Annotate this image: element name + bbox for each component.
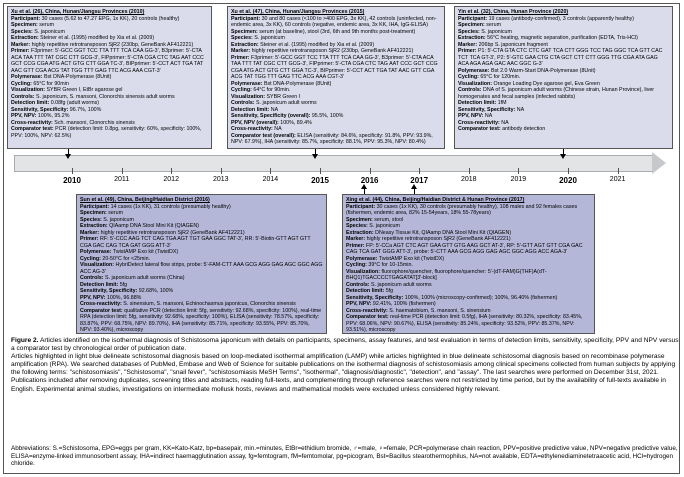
study-field [346,269,591,282]
field-label: Sensitivity, Specificity: [458,106,516,113]
field-value: NA [272,126,282,132]
field-value: S. japonicum [32,28,65,35]
study-box-yin-2020 [454,6,673,149]
timeline-axis [14,152,669,174]
field-label: Comparator test: [11,126,54,132]
field-label: Specimen: [231,28,258,35]
field-label: Visualization: [346,268,381,275]
field-label: Extraction: [346,229,374,236]
field-label: Marker: [231,48,251,54]
field-label: Controls: [11,93,35,100]
timeline-year-2015: 2015 [311,176,329,185]
field-value: serum, stool [372,216,404,223]
field-value: 100%, 100% (microscopy-confirmed); 100%, 96.40% (fishermen) [403,294,558,301]
field-value: fluorophore/quencher, fluorophore/quencher: 5'-(dT-FAM)G(THF)A(dT-BHQ1)TGACCCCTGAGATAT[3'-block] [346,268,547,281]
field-value: 100%, 95.2% [36,113,70,119]
timeline-year-2014: 2014 [262,176,279,183]
field-label: Cycling: [11,80,32,87]
field-value: 19 cases (antibody-confirmed), 3 controls (apparently healthy) [487,15,635,22]
study-field [346,204,591,217]
field-label: Species: [11,28,33,35]
field-value: NA [499,119,509,126]
field-value: 92.41%, 100% (fishermen) [371,301,436,307]
field-value: S. haematobium, S. mansoni, S. sinensium [387,307,491,314]
study-field [346,314,591,334]
field-label: Participant: [458,15,488,22]
study-field [231,133,441,146]
field-label: Comparator test: [458,126,501,132]
field-value: Bst 2.0 Warm-Start DNA-Polymerase (8Unit) [489,67,596,74]
field-label: Sensitivity, Specificity: [346,294,404,301]
study-field [231,16,441,29]
field-label: PPV, NPV: [458,113,484,119]
field-value: Sch. mansoni, Clonorchis sinensis [52,119,135,126]
field-label: Sensitivity, Specificity (overall): [231,113,311,119]
timeline-year-2012: 2012 [163,176,179,183]
field-label: Polymerase: [346,255,378,262]
field-value: 5fg [118,281,128,288]
field-label: Primer: [231,54,250,61]
field-label: Comparator test: [80,307,123,314]
field-value: highly repetitive retrotransposon SjR2 (GeneBank AF412221) [365,236,511,242]
field-label: Primer: [458,48,477,54]
field-label: Visualization: [80,262,115,268]
field-value: 95.5%, 100% [310,113,344,119]
field-label: Detection limit: [80,281,119,288]
field-value: Orange Loading Dye agarose gel, Eva Green [492,80,600,87]
caption-label: Figure 2. [11,337,39,344]
field-value: P1: 5'-CTA GTA CTC CTC GAT TCA CTT GGG TCC TAG GGC TCA GTT CAC TCT TCA GT-3', P2: 5'-GTC GAA CTG CTA GCT CTT CTT GGG TTG CGA ATA GAG ACA AGA AGA GAC AAC GGC G-3' [458,48,663,67]
arrow-head-xu-2010 [65,154,71,159]
field-label: Controls: [80,275,104,281]
field-value: HybriDetect lateral flow strips, probe: 5'-FAM-CTT AAA GCG AGG GAG AGC GGC AGG ACC AG-3' [80,262,323,275]
study-heading: Yin et al. (32), China, Hunan Province (2020) [458,9,569,15]
field-label: Controls: [458,87,482,93]
timeline-year-2016: 2016 [360,176,379,185]
field-label: Participant: [231,15,261,22]
field-label: Polymerase: [11,74,43,80]
field-value: S. japonicum adult worms [254,100,317,106]
study-field [346,243,591,256]
field-value: FP: 5'-CCa AGT CTC AGT GAA GTT GTG AAG GCT AT-3', RP: 5'-GTT AGT GTT CGA GAC CAG TCA GAT GGG ATT-3', probe: 5'-CTT AAA GCG AGG GAG AGC GGC AGG ACC AGA-3' [346,242,583,255]
field-label: Marker: [346,236,366,242]
timeline-year-2019: 2019 [510,176,527,183]
field-label: Specimen: [458,22,485,28]
field-label: Specimen: [11,22,38,28]
field-value: serum (at baseline), stool (3rd, 6th and 9th months post-treatment) [257,28,416,35]
field-value: QIAamp DNA Stool Mini Kit (QIAGEN) [107,223,199,229]
field-value: S. japonicum [479,28,512,35]
field-value: 100%, 89.4% [278,119,312,126]
field-value: NA [269,106,279,113]
timeline-year-2013: 2013 [213,176,229,183]
timeline-tick [568,168,569,174]
study-field [458,126,669,133]
caption-abbreviations: Abbreviations: S.=Schistosoma, EPG=eggs per gram, KK=Kato-Katz, bp=basepair, min.=minutes, EtBr=ethidium bromide, ♂=male, ♀=female, PCR=polymerase chain reaction, PPV=positive predictive value, NPV=negative predictive value, ELISA=enzyme-linked immunosorbent assay, IHA=indirect haemagglutination assay, fg=femtogram, fM=femtomolar, pg=picogram, Bst=Bacillus stearothermophilus, NA=not available, EDTA=ethylenediaminetetraacetic acid, HCl=hydrogen chloride. [11,445,678,468]
field-label: Controls: [231,100,255,106]
field-value: 20-50°C for <25min. [100,255,150,262]
timeline-tick [171,168,172,174]
field-label: Participant: [346,203,376,210]
caption-title: Articles identified on the isothermal diagnosis of Schistosoma japonicum with details on participants, specimens, assay features, and test evaluation in terms of detection limits, sensitivity, specificity, PPV and NPV versus a comparator test by chronological order of publication date. [11,337,679,353]
study-field [80,308,323,334]
study-heading: Xu et al. (26), China, Hunan/Jiangsu Provinces (2010) [11,9,145,15]
study-field [458,87,669,100]
field-value: Bst DNA-Polymerase (8Unit) [42,74,112,80]
field-value: RF: 5'-CCC AAG TCT CAG TGA AGT TGT GAA GGC TAT-3', RR: 5'-Biotin-GTT AGT GTT CGA GAC CAG TCA GAT GGG ATT-3' [80,236,311,249]
study-box-xu-2015 [227,6,445,149]
field-label: Detection limit: [458,100,497,106]
study-box-xing-2017 [342,194,595,334]
field-label: Cycling: [346,262,367,268]
field-value: Bst DNA-Polymerase (8Unit) [262,80,332,87]
study-heading: Sun et al. (49), China, Beijing/Haidian District (2016) [80,197,210,203]
field-value: 64°C for 90min. [251,87,291,93]
field-label: Cycling: [80,255,101,262]
field-label: Detection limit: [346,288,385,294]
field-value: 39°C for 10-15min. [366,262,413,268]
field-label: Primer: [80,236,99,242]
figure-panel [3,3,680,474]
field-value: S. japonicum adult worms (China) [103,275,185,281]
study-field [458,48,669,68]
study-box-xu-2010 [7,6,212,149]
field-value: F3primer: 5'-GCC GGT TCC TTA TTT TCA CAA GG-3', B3primer: 5'-CTA ACA TAA TTT TAT CGC CTT GCG-3', FIPprimer: 5'-CTA CGA CTC TAG AAT CCC GCT CCG CGA ATG ACT GTG CTT GGA TC-3', BIPprimer: 5'-CCT ACT TGA TAT AAC GTT CGA ACG TAT TGG TTT GAG TTC ACG AAA CGT-3' [11,48,204,74]
field-label: Comparator test (overall): [231,132,296,139]
field-value: 65°C for 120min. [478,74,521,80]
field-label: PPV, NPV: [11,113,37,119]
arrow-head-xing-2017 [411,184,417,189]
field-label: Cycling: [231,87,252,93]
timeline-tick [419,168,420,174]
field-label: Cross-reactivity: [80,301,122,307]
figure-caption [11,337,679,394]
timeline-year-2017: 2017 [410,176,429,185]
field-label: Extraction: [231,41,259,48]
field-value: SYBR Green I [265,93,301,100]
field-label: Extraction: [80,223,108,229]
field-value: TwistAMP Exo kit (TwistDX) [377,255,445,262]
field-value: 100%, 96.88% [105,294,142,301]
field-value: serum [106,210,123,216]
field-value: serum [37,22,54,28]
field-label: Polymerase: [231,80,263,87]
field-value: S. japonicum, S. mansoni, Clonorchis sinensis adult worms [34,93,175,100]
field-value: Steiner et al. (1995) modified by Xia et al. (2009) [38,35,155,41]
field-value: S. japonicum [367,223,400,229]
field-label: Polymerase: [458,67,490,74]
field-value: qualitative PCR (detection limit: 5fg, sensitivity: 92.68%, specificity: 100%), real-time RPA (detection limit: 5fg, sensitivity: 92.68%, specificity: 100%), ELISA (sensitivity: 78.57%, specificity: 83.87%, PPV: 68.75%, NPV: 89.70%), IHA (sensitivity: 85.71%, specificity: 93.55%, PPV: 85.70%, NPV: 93.40%), microscopy [80,307,322,333]
field-label: Marker: [11,41,31,48]
field-label: Marker: [458,41,478,48]
field-value: DNeasy Tissue Kit, QIAamp DNA Stool Mini Kit (QIAGEN) [373,229,512,236]
field-value: real-time PCR (detection limit: 0.5fg), IHA (sensitivity: 80.32%, specificity: 83.45%, PPV: 68.06%, NPV: 90.67%), ELISA (sensitivity: 85.24%, specificity: 93.52%, PPV: 85.37%, NPV: 93.51%), microscopy [346,314,583,333]
field-label: Extraction: [458,35,486,41]
field-value: ELISA (sensitivity: 84.6%, specificity: 91.8%, PPV: 93.9%, NPV: 67.9%), IHA (sensitivity: 85.7%, specificity: 88.1%, PPV: 95.3%, NPV: 80.4%) [231,132,433,145]
field-value: highly repetitive retrotransposon SjR2 (230bp, GeneBank AF412221) [30,41,194,48]
field-label: Species: [458,28,480,35]
field-label: Visualization: [458,80,493,87]
field-label: Polymerase: [80,249,112,255]
timeline-tick [320,168,321,174]
field-label: Primer: [346,242,365,249]
timeline-tick [469,168,470,174]
field-value: S. sinensium, S. mansoni, Echinochasmus japonicus, Clonorchis sinensis [121,301,296,307]
study-heading: Xing et al. (44), China, Beijing/Haidian District & Hunan Province (2017) [346,197,525,203]
study-field [231,55,441,81]
field-label: Specimen: [80,210,107,216]
field-value: 56°C heating, magnetic separation, purification (EDTA, Tris-HCl) [485,35,638,41]
field-label: Visualization: [11,87,46,93]
field-label: Cycling: [458,74,479,80]
field-value: 0.08fg (adult worms) [49,100,100,106]
field-value: 206bp S. japonicum fragment [477,41,548,48]
timeline-bar [14,155,654,172]
arrow-head-xu-2015 [312,154,318,159]
study-box-sun-2016 [76,194,327,334]
field-value: NA [483,113,493,119]
field-value: S. japonicum [101,216,134,223]
field-value: 30 cases (5.62 to 47.27 EPG, 1x KK), 20 controls (healthy) [40,15,180,22]
timeline-tick [270,168,271,174]
field-value: Steiner et al. (1995) modified by Xia et al. (2009) [258,41,375,48]
field-label: Detection limit: [11,100,50,106]
field-label: Cross-reactivity: [11,119,53,126]
field-label: Comparator test: [346,314,389,320]
timeline-tick [122,168,123,174]
field-label: Cross-reactivity: [231,126,273,132]
timeline-year-2020: 2020 [559,176,577,185]
field-value: TwistAMP Exo kit (TwistDX) [111,249,179,255]
field-value: PCR (detection limit: 0.8pg, sensitivity: 60%, specificity: 100%, PPV: 100%, NPV: 62.5%) [11,126,202,139]
field-value: 96.7%, 100% [68,106,102,113]
field-label: PPV, NPV (overall): [231,119,279,126]
timeline-year-2021: 2021 [609,176,626,183]
field-label: Detection limit: [231,106,270,113]
field-value: 30 cases (1x KK), 30 controls (presumably healthy), 108 males and 92 females cases (fishermen, endemic area, 82% 15-54years, 18% 55-78years) [346,203,578,216]
study-field [80,236,323,249]
field-label: Sensitivity, Specificity: [80,288,138,294]
field-value: serum [484,22,501,28]
field-label: Species: [231,35,253,41]
timeline-tick [221,168,222,174]
field-label: Extraction: [11,35,39,41]
field-value: 92.68%, 100% [137,288,174,294]
timeline-tick [370,168,371,174]
field-value: NA [515,106,525,113]
study-field [80,262,323,275]
study-field [11,126,208,139]
field-value: DNA of S. japonicum adult worms (Chinese strain, Hunan Province), liver homogenates and fecal samples (infected rabbits) [458,87,655,100]
study-heading: Xu et al. (47), China, Hunan/Jiangsu Provinces (2015) [231,9,365,15]
caption-body: Articles highlighted in light blue delineate schistosomal diagnosis based on loop-mediated isothermal amplification (LAMP) while articles highlighted in blue delineate schistosomal diagnosis based on recombinase polymerase amplification (RPA). We searched databases of PubMed, Embase and Web of Science for suitable publications on the isothermal diagnosis of schistosomiasis among clinical specimens collected from human subjects by applying the following terms: "schistosomiasis", "Schistosoma", "snail fever", "schistosomiasis MeSH Terms", "isothermal", "diagnosis/diagnostic", "detection", and "assay". The last searches were performed on December 31st, 2021. Publications included after removing duplicates, screening titles and abstracts, reading full-texts, and complementing through reference searches were not restricted by time period, but by the availability of full-texts available in English. Experimental animal studies, investigations on intermediate mollusk hosts, reviews and mathematical models were excluded unless considered highly relevant. [11,353,676,393]
field-label: Cross-reactivity: [458,119,500,126]
timeline-tick [618,168,619,174]
field-value: 1fM [496,100,507,106]
field-value: 5fg [384,288,394,294]
timeline-tick [72,168,73,174]
arrow-head-yin-2020 [560,154,566,159]
field-label: PPV, NPV: [346,301,372,307]
field-value: 30 and 80 cases (<100 to >400 EPG, 3x KK), 42 controls (uninfected, non-endemic area, 3x KK), 60 controls (negative, endemic area, 3x KK, IHA, IgG-ELISA) [231,15,437,28]
arrow-head-sun-2016 [361,184,367,189]
field-label: Controls: [346,281,370,288]
field-label: Marker: [80,229,100,236]
field-value: F3primer: 5'-GCC GGT TCC TTA TTT TCA CAA GG-3', B3primer: 5'-CTA ACA TAA TTT TAT CGC CTT GCG-3', FIPprimer: 5'-CTA CGA CTC TAG AAT CCC GCT CCG CGA ATG ACT GTG CTT GGA TC-3', BIPprimer: 5'-CCT ACT TGA TAT AAC GTT CGA ACG TAT TGG TTT GAG TTC ACG AAA CGT-3' [231,54,438,80]
timeline-arrowhead [652,152,666,174]
field-value: 65°C for 90min [31,80,69,87]
field-label: Participant: [11,15,41,22]
field-label: Participant: [80,203,110,210]
timeline-tick [518,168,519,174]
field-value: S. japonicum adult worms [369,281,432,288]
field-value: 14 cases (1x KK), 31 controls (presumably healthy) [109,203,231,210]
field-label: Species: [80,216,102,223]
timeline-year-2018: 2018 [461,176,477,183]
field-value: S. japonicum [252,35,285,41]
field-label: Primer: [11,48,30,54]
field-label: Sensitivity, Specificity: [11,106,69,113]
timeline-year-2010: 2010 [63,176,81,185]
field-value: highly repetitive retrotransposon SjR2 (GeneBank AF412221) [99,229,245,236]
study-field [11,48,208,74]
field-value: antibody detection [500,126,546,132]
field-label: Specimen: [346,216,373,223]
field-value: SYBR Green I, EtBr agarose gel [45,87,123,93]
field-label: Cross-reactivity: [346,307,388,314]
field-value: highly repetitive retrotransposon SjR2 (230bp, GeneBank AF412221) [250,48,414,54]
field-label: Species: [346,223,368,229]
field-label: Visualization: [231,93,266,100]
field-label: PPV, NPV: [80,294,106,301]
timeline-year-2011: 2011 [114,176,130,183]
